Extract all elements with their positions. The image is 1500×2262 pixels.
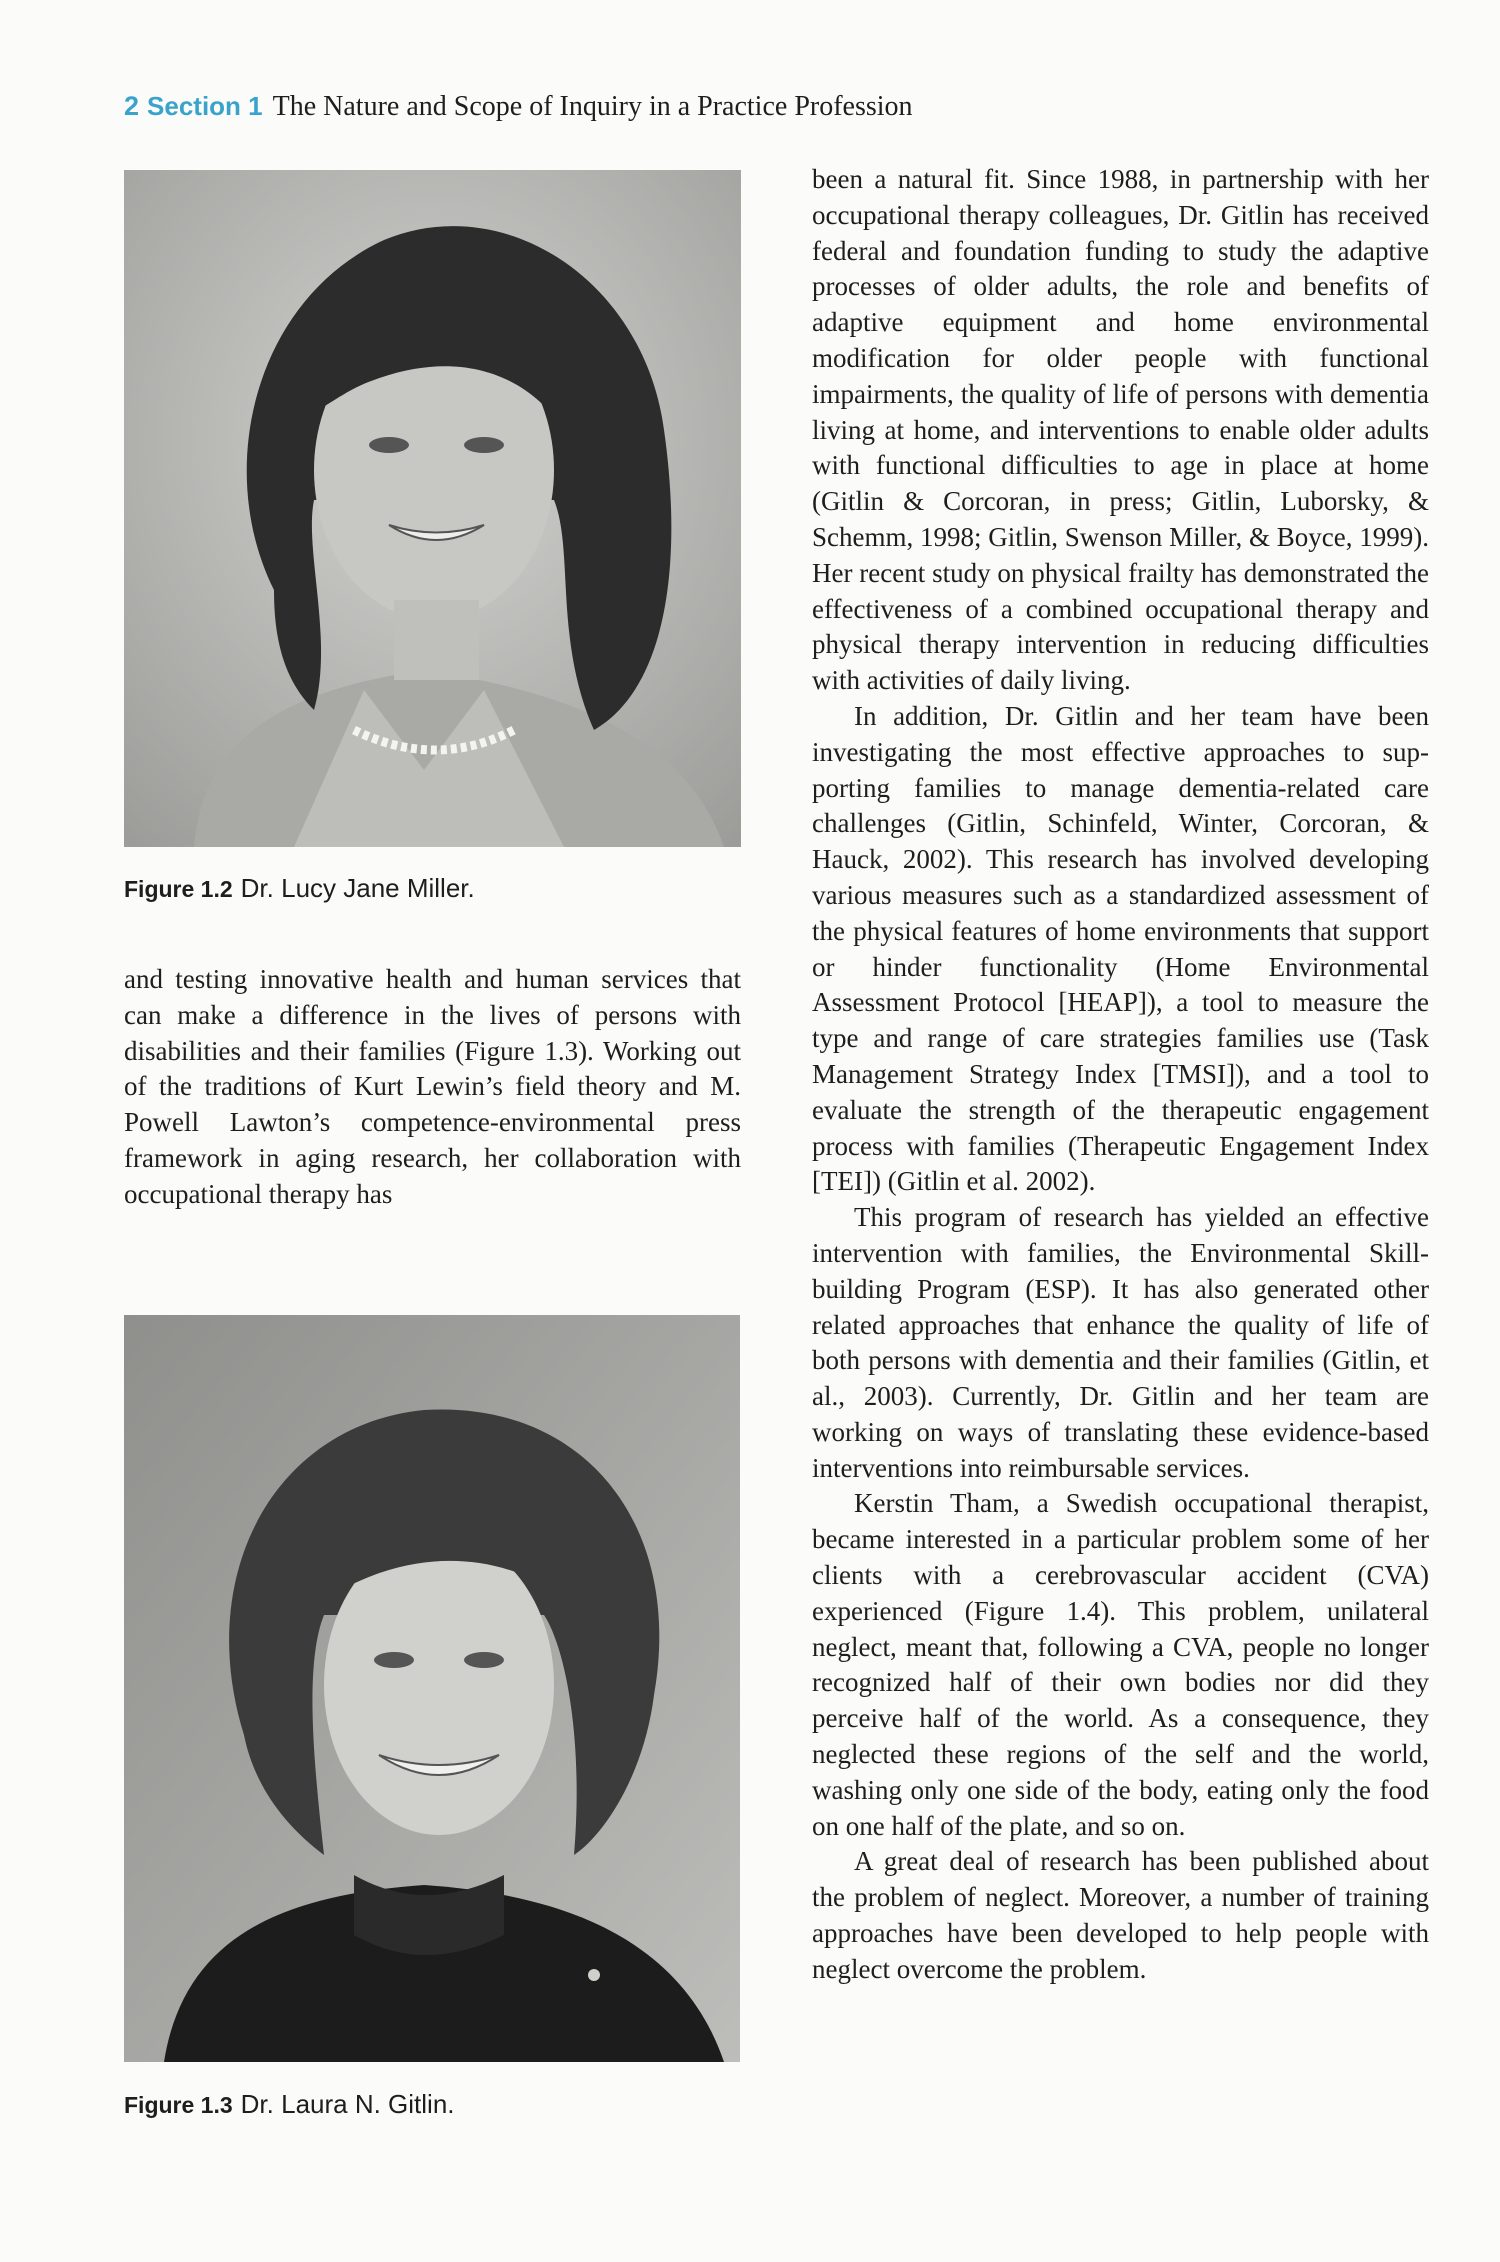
right-column — [812, 162, 1429, 1988]
body-paragraph: This program of research has yielded an effective intervention with families, the Environmental Skill-building Program (ESP). It has also generated other related approaches that enhance the quality of life of both persons with dementia and their families (Gitlin, et al., 2003). Currently, Dr. Gitlin and her team are working on ways of translating these evidence-based interventions into reimbursable services. — [812, 1202, 1429, 1483]
section-label: Section 1 — [147, 91, 263, 121]
figure-caption-text: Dr. Lucy Jane Miller. — [240, 873, 475, 903]
figure-label: Figure 1.2 — [124, 876, 233, 902]
header-title: The Nature and Scope of Inquiry in a Practice Profession — [272, 91, 913, 122]
left-column — [124, 962, 741, 1213]
page-number: 2 — [124, 91, 140, 121]
figure-label: Figure 1.3 — [124, 2092, 233, 2118]
running-header — [124, 86, 913, 126]
figure-1-2-caption — [124, 872, 475, 905]
figure-1-2-photo — [124, 170, 741, 847]
body-paragraph: A great deal of research has been published about the problem of neglect. Moreover, a number of training approaches have been developed to help people with neglect overcome the problem. — [812, 1846, 1429, 1984]
body-paragraph: and testing innovative health and human services that can make a difference in the lives of persons with disabilities and their families (Figure 1.3). Working out of the traditions of Kurt Lewin’s field theory and M. Powell Lawton’s competence-environmental press framework in aging research, her collaboration with occupational therapy has — [124, 964, 741, 1209]
figure-1-3-photo — [124, 1315, 740, 2062]
body-paragraph: Kerstin Tham, a Swedish occupational therapist, became interested in a particular problem some of her clients with a cerebrovascular accident (CVA) experienced (Figure 1.4). This problem, unilateral neglect, meant that, following a CVA, people no longer recognized half of their own bodies nor did they perceive half of the world. As a consequence, they neglected these regions of the self and the world, washing only one side of the body, eating only the food on one half of the plate, and so on. — [812, 1488, 1429, 1841]
body-paragraph: In addition, Dr. Gitlin and her team have been investigating the most effective approaches to supporting families to manage dementia-related care challenges (Gitlin, Schinfeld, Winter, Corcoran, & Hauck, 2002). This research has involved developing various measures such as a standardized assessment of the physical features of home environments that support or hinder functionality (Home Environmental Assessment Protocol [HEAP]), a tool to measure the type and range of care strategies families use (Task Management Strategy Index [TMSI]), and a tool to evaluate the strength of the therapeutic engagement process with families (Therapeutic Engagement Index [TEI]) (Gitlin et al. 2002). — [812, 700, 1429, 1197]
body-paragraph: been a natural fit. Since 1988, in partnership with her occupational therapy colleagues, Dr. Gitlin has received federal and foundation funding to study the adaptive processes of older adults, the role and benefits of adaptive equipment and home environmental modification for older people with functional impairments, the quality of life of persons with dementia living at home, and interventions to enable older adults with functional difficulties to age in place at home (Gitlin & Corcoran, in press; Gitlin, Luborsky, & Schemm, 1998; Gitlin, Swenson Miller, & Boyce, 1999). Her recent study on physical frailty has demonstrated the effectiveness of a combined occupational therapy and physical therapy intervention in reducing difficulties with activities of daily living. — [812, 164, 1429, 696]
figure-caption-text: Dr. Laura N. Gitlin. — [240, 2089, 455, 2119]
figure-1-3-caption — [124, 2088, 455, 2121]
